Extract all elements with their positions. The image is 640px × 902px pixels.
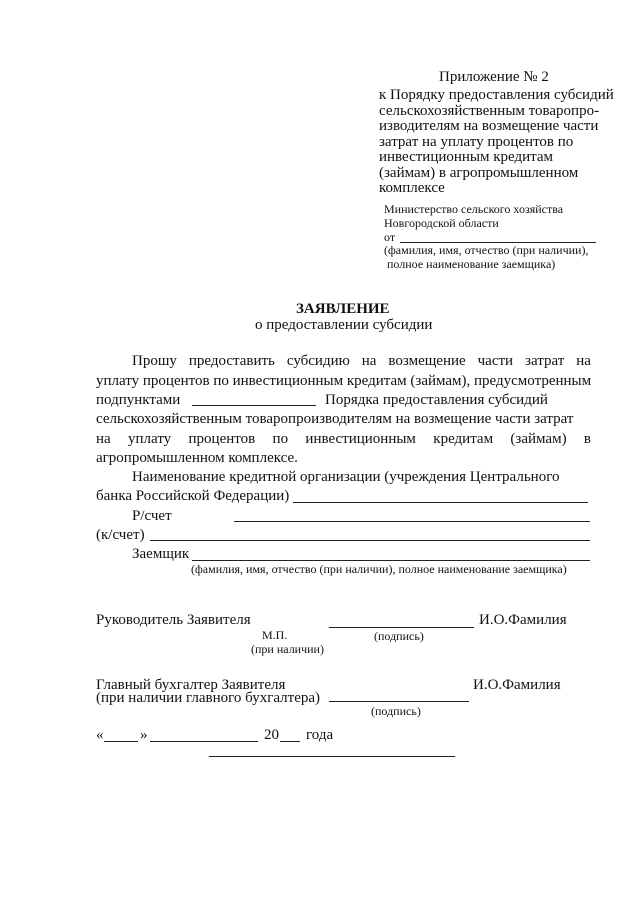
body-line (96, 431, 591, 448)
body-line: Порядка предоставления субсидий (325, 392, 548, 408)
word: (займам) (510, 431, 567, 447)
from-label: от (384, 230, 396, 244)
date-quote-close: » (140, 727, 148, 743)
stamp-label: М.П. (262, 628, 288, 642)
appendix-line: инвестиционным кредитам (379, 149, 554, 165)
word: субсидию (286, 353, 350, 369)
body-line: сельскохозяйственным товаропроизводителям на возмещение части затрат (96, 411, 574, 427)
accountant-signature-line[interactable] (329, 701, 469, 702)
word: на (576, 353, 591, 369)
corr-account-field-line[interactable] (150, 540, 590, 541)
accountant-label: Главный бухгалтер Заявителя (96, 677, 286, 693)
addressee-hint: (фамилия, имя, отчество (при наличии), (384, 243, 589, 257)
date-day-field-line[interactable] (104, 741, 138, 742)
borrower-field-line[interactable] (192, 560, 590, 561)
date-month-field-line[interactable] (150, 741, 258, 742)
date-quote-open: « (96, 727, 104, 743)
word: затрат (525, 353, 565, 369)
account-label: Р/счет (132, 508, 172, 524)
appendix-line: комплексе (379, 180, 445, 196)
word: части (477, 353, 514, 369)
accountant-label: (при наличии главного бухгалтера) (96, 690, 321, 706)
appendix-text (379, 88, 614, 197)
body-line: подпунктами (96, 392, 181, 408)
accountant-name: И.О.Фамилия (473, 677, 561, 693)
body-line: банка Российской Федерации) (96, 488, 290, 504)
word: на (361, 353, 377, 369)
addressee-hint: полное наименование заемщика) (387, 257, 556, 271)
signature-hint: (подпись) (374, 629, 424, 643)
borrower-label: Заемщик (132, 546, 190, 562)
corr-account-label: (к/счет) (96, 527, 145, 543)
appendix-line: (займам) в агропромышленном (379, 164, 579, 181)
word: кредитам (433, 431, 494, 447)
word: возмещение (388, 353, 466, 369)
borrower-hint: (фамилия, имя, отчество (при наличии), полное наименование заемщика) (191, 562, 567, 576)
word: на (96, 431, 111, 447)
head-label: Руководитель Заявителя (96, 612, 251, 628)
appendix-title: Приложение № 2 (439, 69, 549, 85)
word: по (272, 431, 289, 447)
date-year-suffix: года (306, 727, 334, 743)
credit-org-field-line[interactable] (293, 502, 588, 503)
body-line: Наименование кредитной организации (учреждения Центрального (132, 469, 560, 485)
word: инвестиционным (305, 431, 416, 447)
word: Прошу (132, 353, 177, 369)
date-year-prefix: 20 (264, 727, 279, 743)
appendix-line: изводителям на возмещение части (379, 118, 599, 134)
accountant-signature-hint: (подпись) (371, 704, 421, 718)
head-name: И.О.Фамилия (479, 612, 567, 628)
addressee-line: Новгородской области (384, 216, 499, 230)
date-year-field-line[interactable] (280, 741, 300, 742)
appendix-line: затрат на уплату процентов по (379, 133, 574, 150)
word: в (583, 431, 591, 447)
word: процентов (188, 431, 256, 447)
body-line: уплату процентов по инвестиционным кредитам (займам), предусмотренным (96, 373, 592, 389)
document-subtitle: о предоставлении субсидии (255, 317, 433, 333)
subclauses-field-line[interactable] (192, 405, 316, 406)
appendix-line: сельскохозяйственным товаропро- (379, 102, 600, 119)
word: уплату (128, 431, 172, 447)
appendix-line: к Порядку предоставления субсидий (379, 87, 614, 103)
word: предоставить (188, 353, 275, 369)
head-signature-line[interactable] (329, 627, 474, 628)
body-line: агропромышленном комплексе. (96, 450, 298, 466)
closing-separator (209, 756, 455, 757)
addressee-line: Министерство сельского хозяйства (384, 202, 564, 216)
stamp-hint: (при наличии) (251, 642, 324, 656)
document-title: ЗАЯВЛЕНИЕ (296, 301, 390, 317)
account-field-line[interactable] (234, 521, 590, 522)
body-line (132, 353, 591, 370)
